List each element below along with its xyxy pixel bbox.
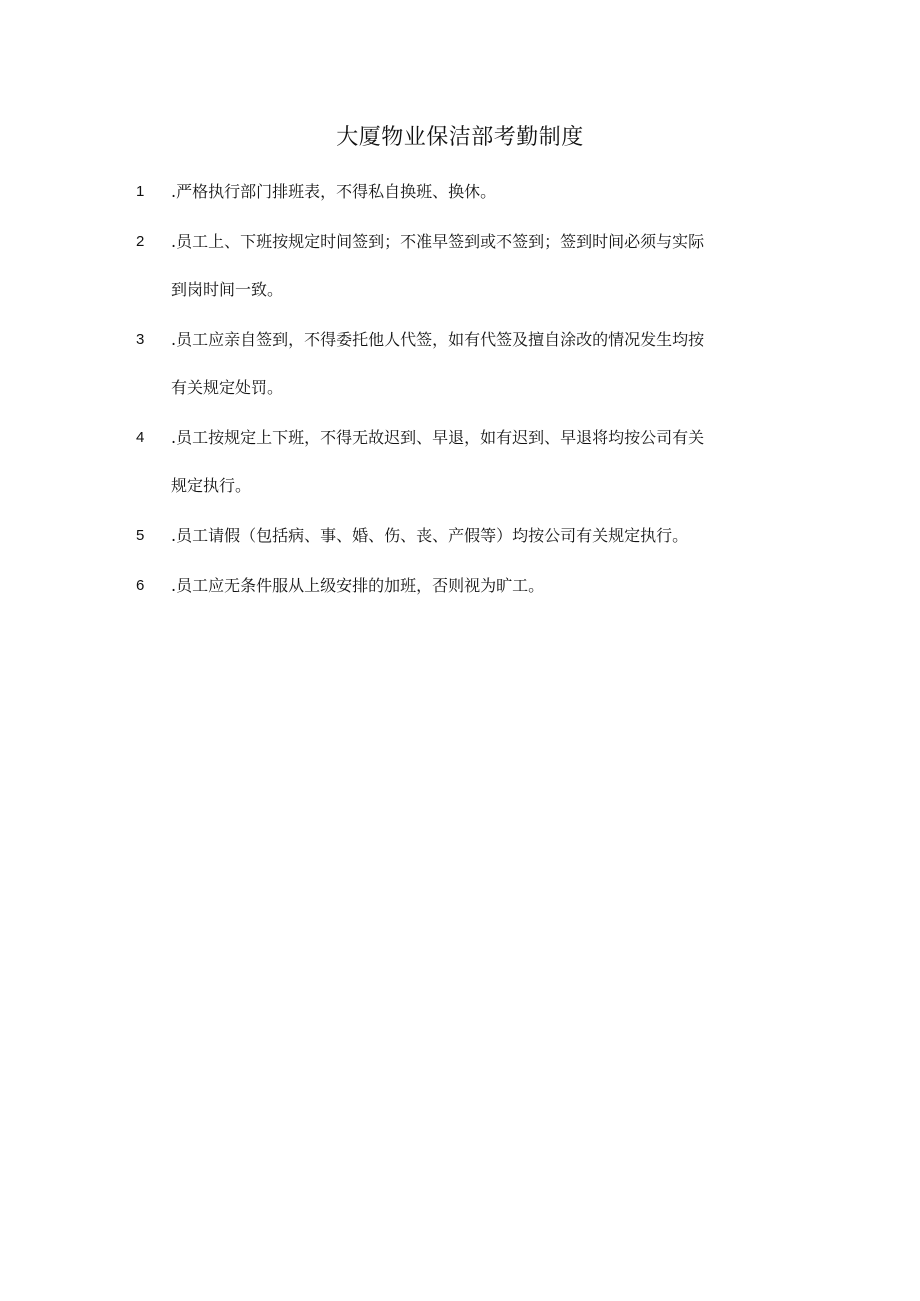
list-item-number: 5	[136, 527, 145, 544]
list-item	[136, 512, 796, 560]
list-item-text: .员工上、下班按规定时间签到；不准早签到或不签到；签到时间必须与实际	[171, 232, 705, 251]
list-item-text: .员工请假（包括病、事、婚、伤、丧、产假等）均按公司有关规定执行。	[171, 526, 689, 545]
list-item-number: 1	[136, 183, 145, 200]
list-item	[136, 562, 796, 610]
list-item	[136, 168, 796, 216]
list-item	[136, 316, 796, 412]
list-item-text-continued: 规定执行。	[171, 476, 252, 495]
list-item-number: 6	[136, 577, 145, 594]
list-item-text: .员工应亲自签到，不得委托他人代签，如有代签及擅自涂改的情况发生均按	[171, 330, 705, 349]
list-item-text: .严格执行部门排班表，不得私自换班、换休。	[171, 182, 497, 201]
list-item-text-continued: 有关规定处罚。	[171, 378, 284, 397]
list-item-text-continued: 到岗时间一致。	[171, 280, 284, 299]
list-item-number: 4	[136, 429, 145, 446]
list-item-text: .员工应无条件服从上级安排的加班，否则视为旷工。	[171, 576, 545, 595]
list-item	[136, 414, 796, 510]
list-item	[136, 218, 796, 314]
document-title: 大厦物业保洁部考勤制度	[336, 125, 584, 150]
list-item-number: 2	[136, 233, 145, 250]
list-item-text: .员工按规定上下班，不得无故迟到、早退，如有迟到、早退将均按公司有关	[171, 428, 705, 447]
list-item-number: 3	[136, 331, 145, 348]
attendance-rules-list	[136, 168, 796, 612]
